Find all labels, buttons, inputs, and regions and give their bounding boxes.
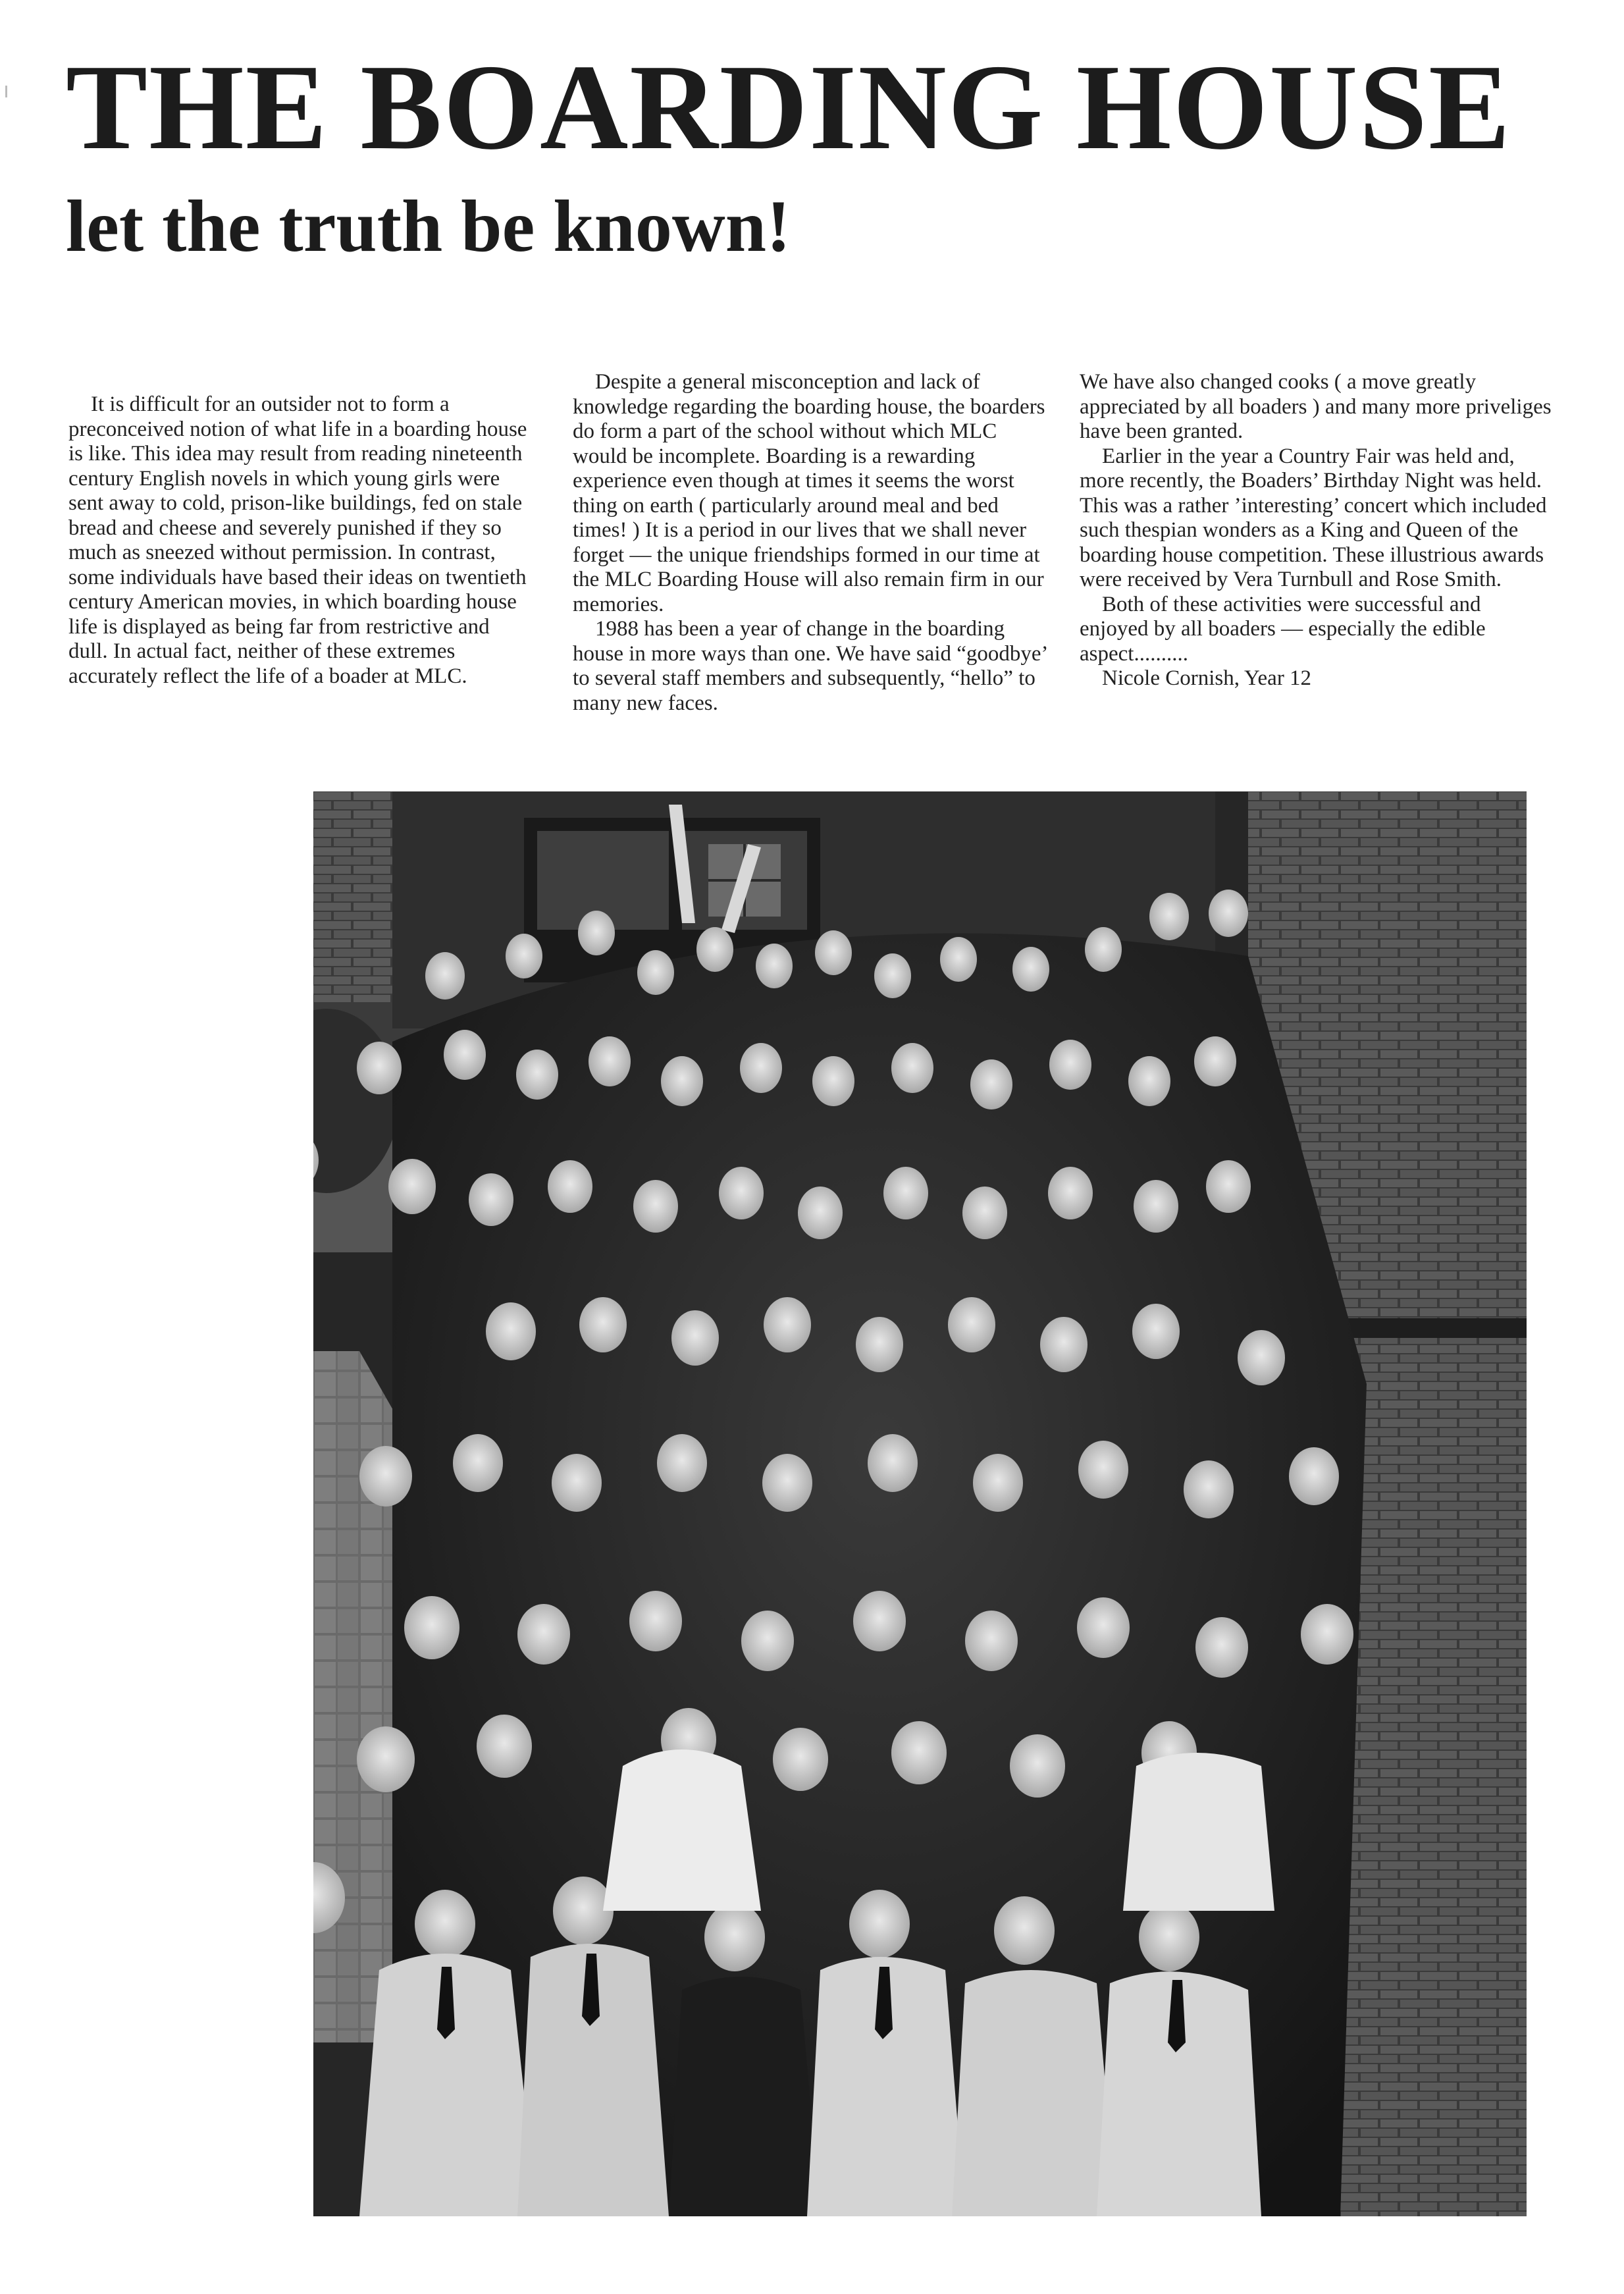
scan-edge-mark — [5, 86, 7, 97]
article-column-3 — [1080, 370, 1554, 691]
group-photo — [313, 791, 1527, 2216]
page-subtitle: let the truth be known! — [66, 186, 791, 267]
group-photo-illustration — [313, 791, 1527, 2216]
article-column-2 — [573, 370, 1048, 716]
article-paragraph: Despite a general misconception and lack of knowledge regarding the boarding house, the boarders do form a part of the school without which MLC would be incomplete. Boarding is a rewarding experience even though at times it seems the worst thing on earth ( particularly around meal and bed times! ) It is a period in our lives that we shall never forget — the unique friendships formed in our time at the MLC Boarding House will also remain firm in our memories. — [573, 370, 1045, 616]
article-paragraph: It is difficult for an outsider not to form a preconceived notion of what life in a boarding house is like. This idea may result from reading nineteenth century English novels in which young girls were sent away to cold, prison-like buildings, fed on stale bread and cheese and severely punished if they so much as sneezed without permission. In contrast, some individuals have based their ideas on twentieth century American movies, in which boarding house life is displayed as being far from restrictive and dull. In actual fact, neither of these extremes accurately reflect the life of a boader at MLC. — [68, 392, 527, 688]
front-row-sweaters — [313, 1944, 1261, 2216]
page-title: THE BOARDING HOUSE — [66, 40, 1512, 175]
article-column-1 — [68, 392, 529, 689]
article-paragraph: We have also changed cooks ( a move greatly appreciated by all boaders ) and many more priveliges have been granted. — [1080, 370, 1552, 443]
article-paragraph: Both of these activities were successful and enjoyed by all boaders — especially the edible aspect.......... — [1080, 592, 1486, 666]
article-paragraph: Earlier in the year a Country Fair was held and, more recently, the Boaders’ Birthday Night was held. This was a rather ’interesting’ concert which included such thespian wonders as a King and Queen of the boarding house competition. These illustrious awards were received by Vera Turnbull and Rose Smith. — [1080, 444, 1547, 591]
article-paragraph: 1988 has been a year of change in the boarding house in more ways than one. We have said “goodbye’ to several staff members and subsequently, “hello” to many new faces. — [573, 617, 1047, 715]
author-signature: Nicole Cornish, Year 12 — [1102, 666, 1312, 690]
